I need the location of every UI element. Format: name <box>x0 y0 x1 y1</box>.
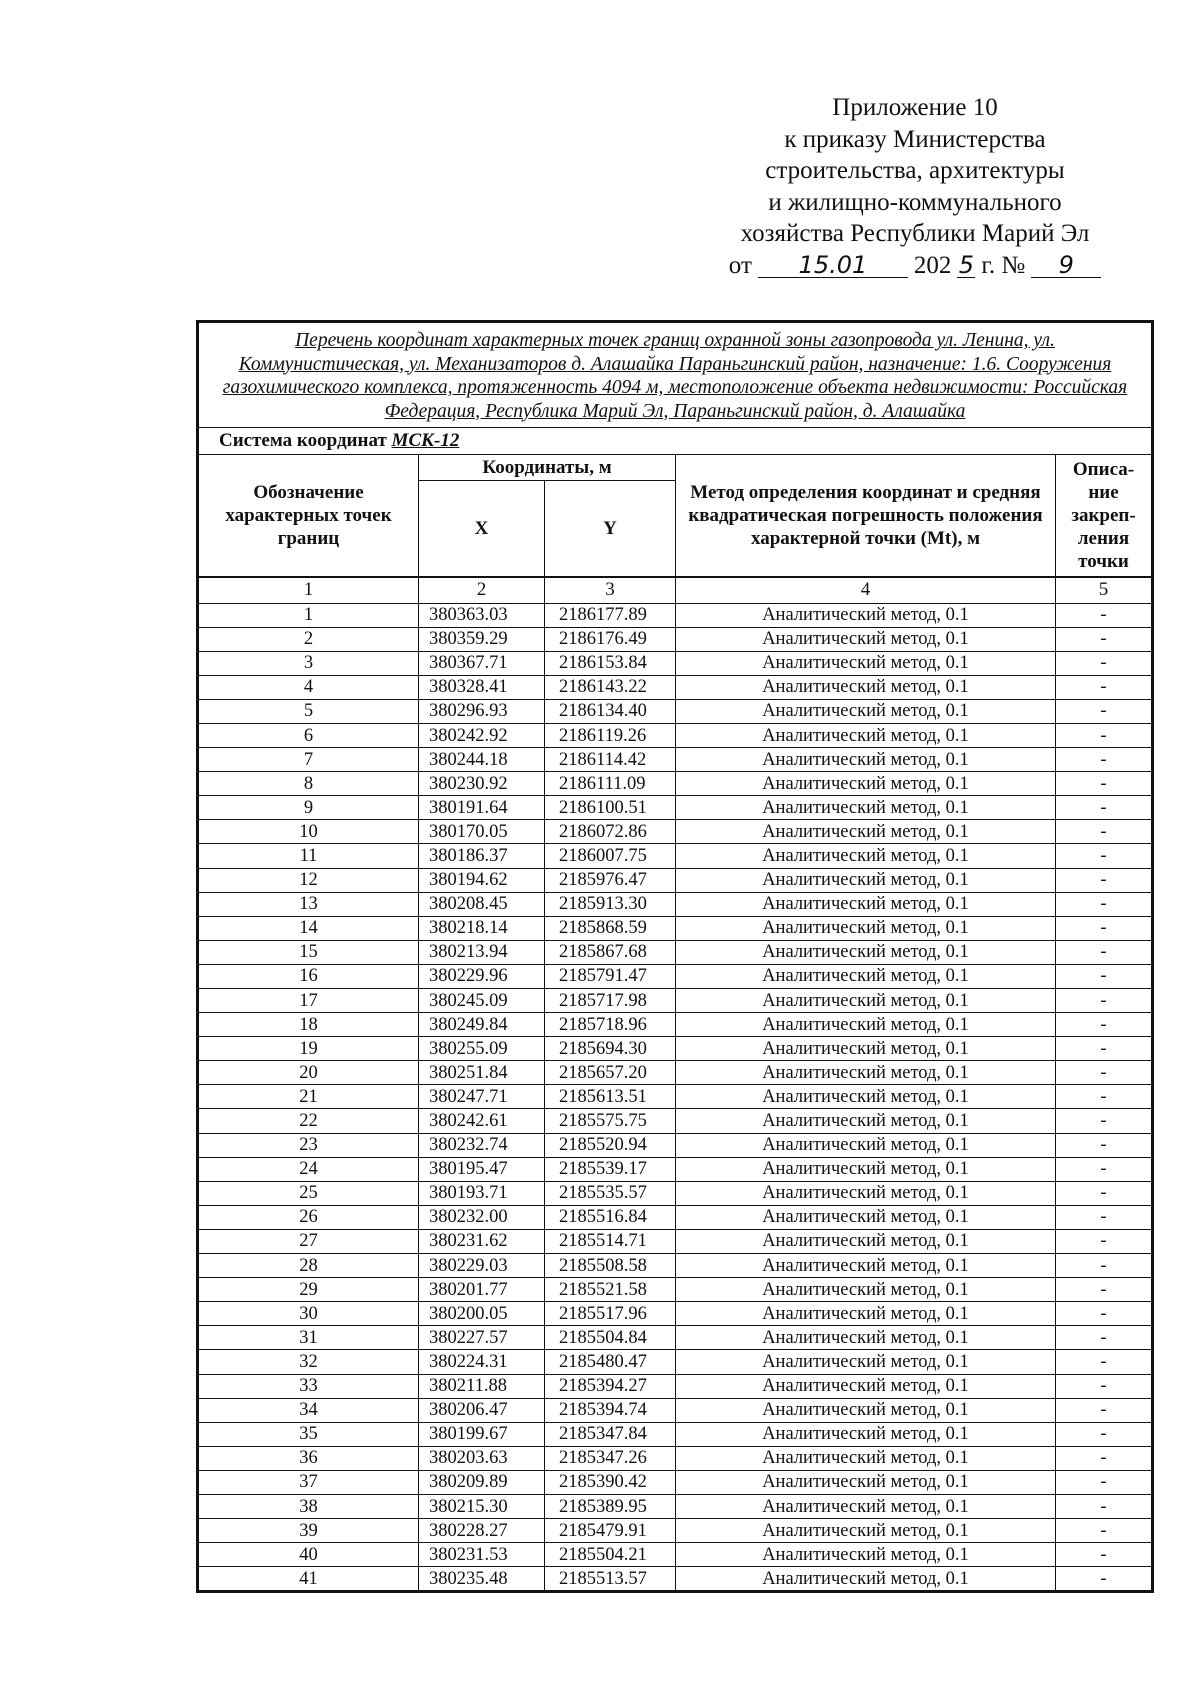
year-digit-field: 5 <box>958 250 975 279</box>
method-cell: Аналитический метод, 0.1 <box>676 723 1056 747</box>
coord-x: 380195.47 <box>419 1157 545 1181</box>
coord-y: 2185976.47 <box>545 868 676 892</box>
point-number: 13 <box>199 892 419 916</box>
method-cell: Аналитический метод, 0.1 <box>676 1205 1056 1229</box>
point-number: 25 <box>199 1181 419 1205</box>
method-cell: Аналитический метод, 0.1 <box>676 1446 1056 1470</box>
table-title: Перечень координат характерных точек границ охранной зоны газопровода ул. Ленина, ул. Коммунистическая, ул. Механизаторов д. Алашайка Параньгинский район, назначение: 1.6. Сооружения газохимического комплекса, протяженность 4094 м, местоположение объекта недвижимости: Российская Федерация, Республика Марий Эл, Параньгинский район, д. Алашайка <box>199 323 1152 428</box>
point-number: 37 <box>199 1470 419 1494</box>
coord-x: 380193.71 <box>419 1181 545 1205</box>
coord-y: 2185504.21 <box>545 1543 676 1567</box>
table-row <box>199 603 1152 627</box>
table-row <box>199 1567 1152 1591</box>
table-row <box>199 1422 1152 1446</box>
coord-y: 2185394.27 <box>545 1374 676 1398</box>
coord-y: 2185347.84 <box>545 1422 676 1446</box>
coord-x: 380201.77 <box>419 1278 545 1302</box>
header-designation: Обозначение характерных точек границ <box>199 455 419 577</box>
date-prefix: от <box>728 251 752 279</box>
coord-x: 380242.92 <box>419 723 545 747</box>
table-row <box>199 844 1152 868</box>
coord-x: 380215.30 <box>419 1494 545 1518</box>
description-cell: - <box>1056 989 1152 1013</box>
point-number: 8 <box>199 772 419 796</box>
description-cell: - <box>1056 1037 1152 1061</box>
coord-y: 2185694.30 <box>545 1037 676 1061</box>
coord-y: 2185394.74 <box>545 1398 676 1422</box>
coord-y: 2185480.47 <box>545 1350 676 1374</box>
coord-x: 380247.71 <box>419 1085 545 1109</box>
description-cell: - <box>1056 699 1152 723</box>
coord-y: 2185791.47 <box>545 964 676 988</box>
header-coordinates: Координаты, м <box>419 455 676 481</box>
table-row <box>199 772 1152 796</box>
coord-y: 2185513.57 <box>545 1567 676 1591</box>
table-row <box>199 916 1152 940</box>
table-row <box>199 940 1152 964</box>
appendix-title: Приложение 10 <box>832 94 998 121</box>
coord-x: 380359.29 <box>419 627 545 651</box>
point-number: 5 <box>199 699 419 723</box>
table-row <box>199 1133 1152 1157</box>
method-cell: Аналитический метод, 0.1 <box>676 1109 1056 1133</box>
point-number: 39 <box>199 1519 419 1543</box>
table-row <box>199 796 1152 820</box>
coord-y: 2186007.75 <box>545 844 676 868</box>
description-cell: - <box>1056 1326 1152 1350</box>
order-date-field: 15.01 <box>758 253 908 278</box>
table-row <box>199 1254 1152 1278</box>
table-row <box>199 1519 1152 1543</box>
order-number-field: 9 <box>1031 253 1101 278</box>
coord-y: 2186176.49 <box>545 627 676 651</box>
method-cell: Аналитический метод, 0.1 <box>676 651 1056 675</box>
coord-y: 2185514.71 <box>545 1229 676 1253</box>
coord-x: 380255.09 <box>419 1037 545 1061</box>
method-cell: Аналитический метод, 0.1 <box>676 1519 1056 1543</box>
method-cell: Аналитический метод, 0.1 <box>676 1013 1056 1037</box>
coord-x: 380218.14 <box>419 916 545 940</box>
coordinates-table <box>198 322 1152 1591</box>
description-cell: - <box>1056 1350 1152 1374</box>
method-cell: Аналитический метод, 0.1 <box>676 1422 1056 1446</box>
method-cell: Аналитический метод, 0.1 <box>676 1567 1056 1591</box>
method-cell: Аналитический метод, 0.1 <box>676 1543 1056 1567</box>
coord-x: 380191.64 <box>419 796 545 820</box>
point-number: 22 <box>199 1109 419 1133</box>
point-number: 29 <box>199 1278 419 1302</box>
ministry-line-1: строительства, архитектуры <box>765 157 1065 184</box>
description-cell: - <box>1056 603 1152 627</box>
table-row <box>199 1302 1152 1326</box>
column-number: 5 <box>1056 577 1152 604</box>
coord-y: 2185535.57 <box>545 1181 676 1205</box>
method-cell: Аналитический метод, 0.1 <box>676 675 1056 699</box>
table-row <box>199 1037 1152 1061</box>
description-cell: - <box>1056 1278 1152 1302</box>
method-cell: Аналитический метод, 0.1 <box>676 1085 1056 1109</box>
table-row <box>199 1278 1152 1302</box>
point-number: 12 <box>199 868 419 892</box>
table-row <box>199 1181 1152 1205</box>
table-row <box>199 1085 1152 1109</box>
coord-y: 2185717.98 <box>545 989 676 1013</box>
method-cell: Аналитический метод, 0.1 <box>676 1326 1056 1350</box>
point-number: 15 <box>199 940 419 964</box>
description-cell: - <box>1056 1061 1152 1085</box>
description-cell: - <box>1056 1302 1152 1326</box>
method-cell: Аналитический метод, 0.1 <box>676 796 1056 820</box>
method-cell: Аналитический метод, 0.1 <box>676 1350 1056 1374</box>
coord-y: 2185867.68 <box>545 940 676 964</box>
point-number: 16 <box>199 964 419 988</box>
point-number: 38 <box>199 1494 419 1518</box>
coord-y: 2186119.26 <box>545 723 676 747</box>
coord-x: 380229.03 <box>419 1254 545 1278</box>
point-number: 40 <box>199 1543 419 1567</box>
method-cell: Аналитический метод, 0.1 <box>676 1254 1056 1278</box>
point-number: 35 <box>199 1422 419 1446</box>
table-row <box>199 699 1152 723</box>
table-row <box>199 1494 1152 1518</box>
point-number: 21 <box>199 1085 419 1109</box>
coord-x: 380203.63 <box>419 1446 545 1470</box>
coord-x: 380186.37 <box>419 844 545 868</box>
method-cell: Аналитический метод, 0.1 <box>676 844 1056 868</box>
coord-x: 380296.93 <box>419 699 545 723</box>
table-row <box>199 1061 1152 1085</box>
point-number: 14 <box>199 916 419 940</box>
coordinate-system-value: МСК-12 <box>391 430 460 451</box>
coord-y: 2185521.58 <box>545 1278 676 1302</box>
coord-y: 2185479.91 <box>545 1519 676 1543</box>
method-cell: Аналитический метод, 0.1 <box>676 699 1056 723</box>
coord-y: 2185657.20 <box>545 1061 676 1085</box>
description-cell: - <box>1056 748 1152 772</box>
coord-x: 380232.74 <box>419 1133 545 1157</box>
coord-y: 2185516.84 <box>545 1205 676 1229</box>
description-cell: - <box>1056 1519 1152 1543</box>
table-row <box>199 1013 1152 1037</box>
description-cell: - <box>1056 675 1152 699</box>
coord-y: 2185508.58 <box>545 1254 676 1278</box>
description-cell: - <box>1056 964 1152 988</box>
table-row <box>199 627 1152 651</box>
description-cell: - <box>1056 1205 1152 1229</box>
coord-y: 2185913.30 <box>545 892 676 916</box>
coordinate-system-label: Система координат <box>219 430 387 451</box>
column-numbers-row <box>199 577 1152 604</box>
coord-x: 380230.92 <box>419 772 545 796</box>
order-reference: к приказу Министерства <box>784 125 1046 153</box>
method-cell: Аналитический метод, 0.1 <box>676 1181 1056 1205</box>
coord-y: 2185718.96 <box>545 1013 676 1037</box>
description-cell: - <box>1056 1109 1152 1133</box>
method-cell: Аналитический метод, 0.1 <box>676 1157 1056 1181</box>
description-cell: - <box>1056 1085 1152 1109</box>
point-number: 10 <box>199 820 419 844</box>
point-number: 27 <box>199 1229 419 1253</box>
table-row <box>199 1350 1152 1374</box>
coord-x: 380245.09 <box>419 989 545 1013</box>
column-number: 2 <box>419 577 545 604</box>
coord-x: 380231.53 <box>419 1543 545 1567</box>
description-cell: - <box>1056 1254 1152 1278</box>
point-number: 33 <box>199 1374 419 1398</box>
point-number: 34 <box>199 1398 419 1422</box>
description-cell: - <box>1056 1470 1152 1494</box>
coord-x: 380206.47 <box>419 1398 545 1422</box>
table-row <box>199 820 1152 844</box>
table-row <box>199 1157 1152 1181</box>
header-description: Описа- ние закреп- ления точки <box>1056 455 1152 577</box>
point-number: 7 <box>199 748 419 772</box>
method-cell: Аналитический метод, 0.1 <box>676 603 1056 627</box>
point-number: 31 <box>199 1326 419 1350</box>
coord-y: 2186100.51 <box>545 796 676 820</box>
table-row <box>199 964 1152 988</box>
coordinate-system <box>199 428 1152 455</box>
method-cell: Аналитический метод, 0.1 <box>676 989 1056 1013</box>
description-cell: - <box>1056 1181 1152 1205</box>
point-number: 24 <box>199 1157 419 1181</box>
method-cell: Аналитический метод, 0.1 <box>676 820 1056 844</box>
description-cell: - <box>1056 1494 1152 1518</box>
coord-y: 2185389.95 <box>545 1494 676 1518</box>
coord-x: 380211.88 <box>419 1374 545 1398</box>
appendix-header <box>700 92 1130 281</box>
point-number: 9 <box>199 796 419 820</box>
coord-y: 2185613.51 <box>545 1085 676 1109</box>
year-prefix: 202 <box>913 251 952 279</box>
coord-y: 2186072.86 <box>545 820 676 844</box>
description-cell: - <box>1056 796 1152 820</box>
coord-y: 2185539.17 <box>545 1157 676 1181</box>
coord-x: 380229.96 <box>419 964 545 988</box>
coord-y: 2186153.84 <box>545 651 676 675</box>
table-row <box>199 1446 1152 1470</box>
coord-y: 2186143.22 <box>545 675 676 699</box>
description-cell: - <box>1056 868 1152 892</box>
description-cell: - <box>1056 844 1152 868</box>
coord-y: 2185517.96 <box>545 1302 676 1326</box>
point-number: 2 <box>199 627 419 651</box>
point-number: 36 <box>199 1446 419 1470</box>
table-row <box>199 989 1152 1013</box>
coord-y: 2185504.84 <box>545 1326 676 1350</box>
method-cell: Аналитический метод, 0.1 <box>676 916 1056 940</box>
table-row <box>199 868 1152 892</box>
method-cell: Аналитический метод, 0.1 <box>676 1061 1056 1085</box>
description-cell: - <box>1056 651 1152 675</box>
method-cell: Аналитический метод, 0.1 <box>676 1302 1056 1326</box>
method-cell: Аналитический метод, 0.1 <box>676 1133 1056 1157</box>
coord-x: 380170.05 <box>419 820 545 844</box>
point-number: 41 <box>199 1567 419 1591</box>
method-cell: Аналитический метод, 0.1 <box>676 1470 1056 1494</box>
coord-x: 380328.41 <box>419 675 545 699</box>
description-cell: - <box>1056 1133 1152 1157</box>
point-number: 4 <box>199 675 419 699</box>
table-row <box>199 651 1152 675</box>
point-number: 17 <box>199 989 419 1013</box>
method-cell: Аналитический метод, 0.1 <box>676 772 1056 796</box>
coord-x: 380224.31 <box>419 1350 545 1374</box>
description-cell: - <box>1056 1398 1152 1422</box>
point-number: 1 <box>199 603 419 627</box>
description-cell: - <box>1056 940 1152 964</box>
method-cell: Аналитический метод, 0.1 <box>676 748 1056 772</box>
table-row <box>199 1109 1152 1133</box>
point-number: 32 <box>199 1350 419 1374</box>
description-cell: - <box>1056 1013 1152 1037</box>
point-number: 6 <box>199 723 419 747</box>
coord-x: 380208.45 <box>419 892 545 916</box>
coord-y: 2185347.26 <box>545 1446 676 1470</box>
point-number: 26 <box>199 1205 419 1229</box>
description-cell: - <box>1056 772 1152 796</box>
order-date-line <box>700 250 1130 282</box>
coord-y: 2185868.59 <box>545 916 676 940</box>
header-method: Метод определения координат и средняя квадратическая погрешность положения характерной точки (Mt), м <box>676 455 1056 577</box>
method-cell: Аналитический метод, 0.1 <box>676 964 1056 988</box>
point-number: 18 <box>199 1013 419 1037</box>
coord-x: 380242.61 <box>419 1109 545 1133</box>
description-cell: - <box>1056 1543 1152 1567</box>
coord-x: 380235.48 <box>419 1567 545 1591</box>
point-number: 30 <box>199 1302 419 1326</box>
coord-y: 2185575.75 <box>545 1109 676 1133</box>
coord-y: 2186177.89 <box>545 603 676 627</box>
method-cell: Аналитический метод, 0.1 <box>676 1037 1056 1061</box>
year-suffix: г. № <box>981 251 1026 279</box>
method-cell: Аналитический метод, 0.1 <box>676 627 1056 651</box>
coord-x: 380209.89 <box>419 1470 545 1494</box>
coord-y: 2185520.94 <box>545 1133 676 1157</box>
method-cell: Аналитический метод, 0.1 <box>676 1374 1056 1398</box>
method-cell: Аналитический метод, 0.1 <box>676 1278 1056 1302</box>
point-number: 19 <box>199 1037 419 1061</box>
coord-x: 380249.84 <box>419 1013 545 1037</box>
coord-x: 380232.00 <box>419 1205 545 1229</box>
coord-x: 380199.67 <box>419 1422 545 1446</box>
coord-x: 380194.62 <box>419 868 545 892</box>
method-cell: Аналитический метод, 0.1 <box>676 868 1056 892</box>
description-cell: - <box>1056 1422 1152 1446</box>
method-cell: Аналитический метод, 0.1 <box>676 1494 1056 1518</box>
description-cell: - <box>1056 1157 1152 1181</box>
coord-x: 380200.05 <box>419 1302 545 1326</box>
table-row <box>199 1374 1152 1398</box>
description-cell: - <box>1056 892 1152 916</box>
method-cell: Аналитический метод, 0.1 <box>676 1229 1056 1253</box>
table-row <box>199 1470 1152 1494</box>
table-row <box>199 1205 1152 1229</box>
coord-x: 380227.57 <box>419 1326 545 1350</box>
table-row <box>199 723 1152 747</box>
column-number: 1 <box>199 577 419 604</box>
coord-x: 380363.03 <box>419 603 545 627</box>
coord-x: 380231.62 <box>419 1229 545 1253</box>
coord-y: 2186134.40 <box>545 699 676 723</box>
description-cell: - <box>1056 820 1152 844</box>
point-number: 28 <box>199 1254 419 1278</box>
coord-x: 380251.84 <box>419 1061 545 1085</box>
coord-x: 380244.18 <box>419 748 545 772</box>
coord-x: 380213.94 <box>419 940 545 964</box>
coord-y: 2185390.42 <box>545 1470 676 1494</box>
description-cell: - <box>1056 1229 1152 1253</box>
header-y: Y <box>545 481 676 577</box>
description-cell: - <box>1056 1374 1152 1398</box>
method-cell: Аналитический метод, 0.1 <box>676 892 1056 916</box>
description-cell: - <box>1056 627 1152 651</box>
point-number: 20 <box>199 1061 419 1085</box>
table-row <box>199 892 1152 916</box>
header-x: X <box>419 481 545 577</box>
coord-x: 380228.27 <box>419 1519 545 1543</box>
column-number: 4 <box>676 577 1056 604</box>
point-number: 11 <box>199 844 419 868</box>
point-number: 3 <box>199 651 419 675</box>
method-cell: Аналитический метод, 0.1 <box>676 940 1056 964</box>
table-row <box>199 675 1152 699</box>
coord-x: 380367.71 <box>419 651 545 675</box>
description-cell: - <box>1056 723 1152 747</box>
coord-y: 2186111.09 <box>545 772 676 796</box>
description-cell: - <box>1056 1446 1152 1470</box>
column-number: 3 <box>545 577 676 604</box>
point-number: 23 <box>199 1133 419 1157</box>
table-row <box>199 1229 1152 1253</box>
description-cell: - <box>1056 1567 1152 1591</box>
description-cell: - <box>1056 916 1152 940</box>
coord-y: 2186114.42 <box>545 748 676 772</box>
table-row <box>199 748 1152 772</box>
ministry-line-2: и жилищно-коммунального <box>768 188 1062 216</box>
table-row <box>199 1398 1152 1422</box>
method-cell: Аналитический метод, 0.1 <box>676 1398 1056 1422</box>
table-row <box>199 1543 1152 1567</box>
table-row <box>199 1326 1152 1350</box>
ministry-line-3: хозяйства Республики Марий Эл <box>740 220 1090 247</box>
